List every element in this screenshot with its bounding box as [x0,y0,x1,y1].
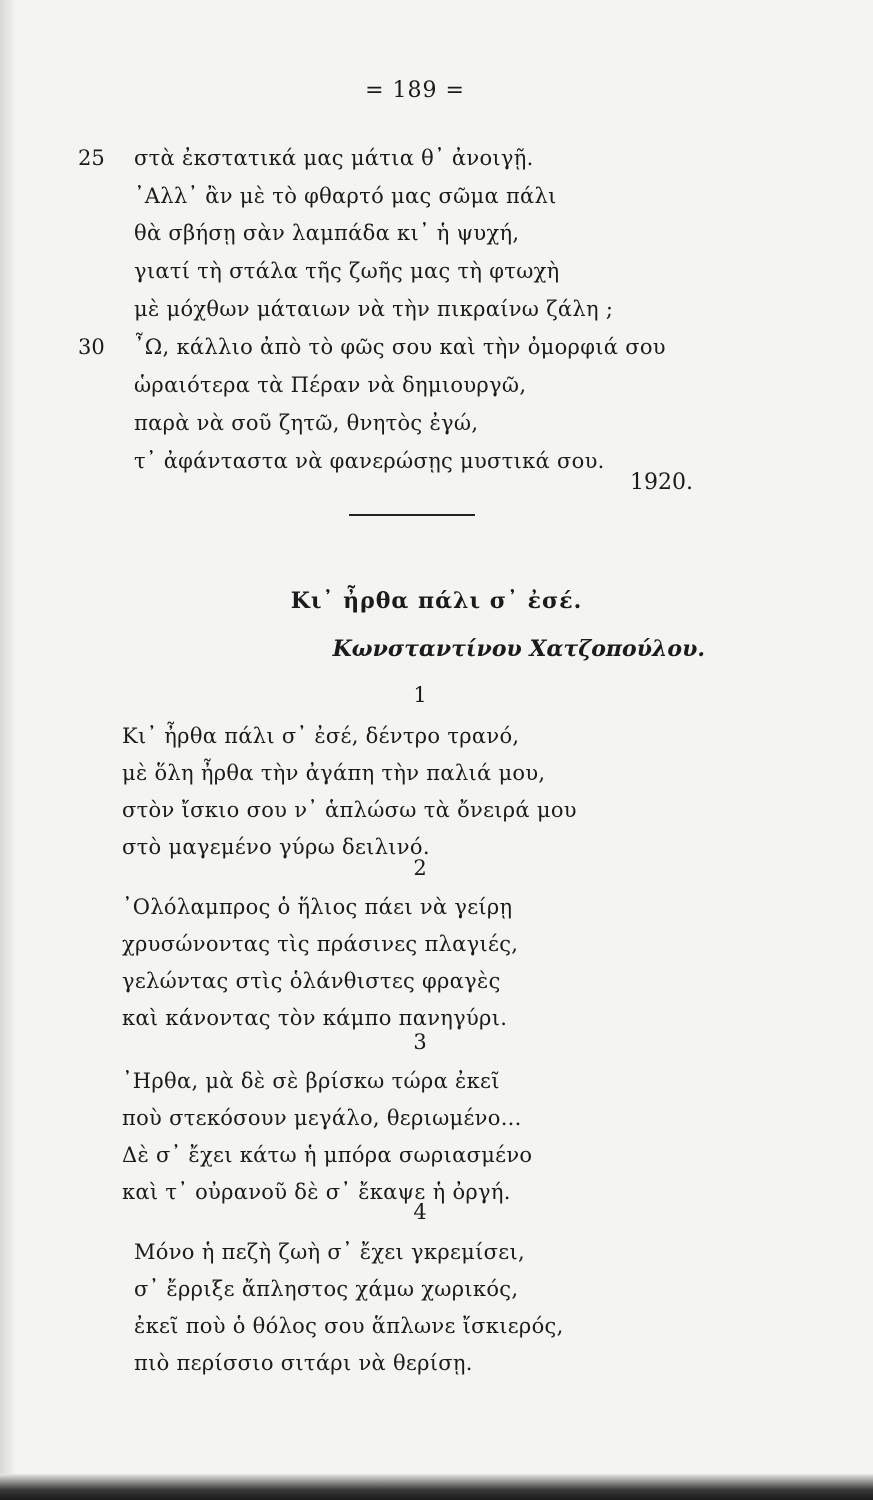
poem-line: στὸ μαγεμένο γύρω δειλινό. [122,835,430,859]
poem-line: σ᾽ ἔρριξε ἄπληστος χάμω χωρικός, [134,1277,519,1301]
poem-line: γιατί τὴ στάλα τῆς ζωῆς μας τὴ φτωχὴ [134,259,560,283]
poem-line: ποὺ στεκόσουν μεγάλο, θεριωμένο... [122,1106,522,1130]
poem-line: γελώντας στὶς ὁλάνθιστες φραγὲς [122,969,501,993]
poem-line: μὲ μόχθων μάταιων νὰ τὴν πικραίνω ζάλη ; [134,297,614,321]
poem-line: χρυσώνοντας τὶς πράσινες πλαγιές, [122,932,519,956]
page-number: = 189 = [365,78,465,103]
stanza-number: 2 [413,856,427,880]
poem-line: Μόνο ἡ πεζὴ ζωὴ σ᾽ ἔχει γκρεμίσει, [134,1240,525,1264]
poem-line: παρὰ νὰ σοῦ ζητῶ, θνητὸς ἐγώ, [134,411,479,435]
page-gutter-shadow [0,0,16,1500]
section-divider [349,514,475,516]
stanza-number: 1 [413,683,427,707]
stanza-number: 3 [413,1030,427,1054]
poem-line: τ᾽ ἀφάνταστα νὰ φανερώσῃς μυστικά σου. [134,449,605,473]
poem-line: μὲ ὅλη ἦρθα τὴν ἀγάπη τὴν παλιά μου, [122,761,546,785]
poem-line: πιὸ περίσσιο σιτάρι νὰ θερίσῃ. [134,1351,473,1375]
poem-year: 1920. [630,470,693,495]
poem-line: ῏Ω, κάλλιο ἀπὸ τὸ φῶς σου καὶ τὴν ὀμορφιά σου [134,335,666,359]
stanza-number: 4 [413,1200,427,1224]
poem-title: Κι᾽ ἦρθα πάλι σ᾽ ἐσέ. [290,588,583,614]
poem-line: Δὲ σ᾽ ἔχει κάτω ἡ μπόρα σωριασμένο [122,1143,533,1167]
scan-bottom-edge [0,1474,873,1500]
poem-author: Κωνσταντίνου Χατζοπούλου. [332,636,705,662]
poem-line: Κι᾽ ἦρθα πάλι σ᾽ ἐσέ, δέντρο τρανό, [122,724,520,748]
poem-line: καὶ κάνοντας τὸν κάμπο πανηγύρι. [122,1006,508,1030]
line-number: 30 [78,335,105,359]
poem-line: θὰ σβήσῃ σὰν λαμπάδα κι᾽ ἡ ψυχή, [134,221,520,245]
line-number: 25 [78,146,105,170]
poem-line: στὰ ἐκστατικά μας μάτια θ᾽ ἀνοιγῇ. [134,146,534,170]
poem-line: καὶ τ᾽ οὐρανοῦ δὲ σ᾽ ἔκαψε ἡ ὀργή. [122,1180,511,1204]
poem-line: ᾽Αλλ᾽ ἂν μὲ τὸ φθαρτό μας σῶμα πάλι [134,184,557,208]
poem-line: ἐκεῖ ποὺ ὁ θόλος σου ἅπλωνε ἴσκιερός, [134,1314,564,1338]
poem-line: ᾽Ολόλαμπρος ὁ ἥλιος πάει νὰ γείρῃ [122,895,513,919]
poem-line: στὸν ἴσκιο σου ν᾽ ἁπλώσω τὰ ὄνειρά μου [122,798,577,822]
poem-line: ὡραιότερα τὰ Πέραν νὰ δημιουργῶ, [134,373,527,397]
poem-line: ᾽Ηρθα, μὰ δὲ σὲ βρίσκω τώρα ἐκεῖ [122,1069,500,1093]
